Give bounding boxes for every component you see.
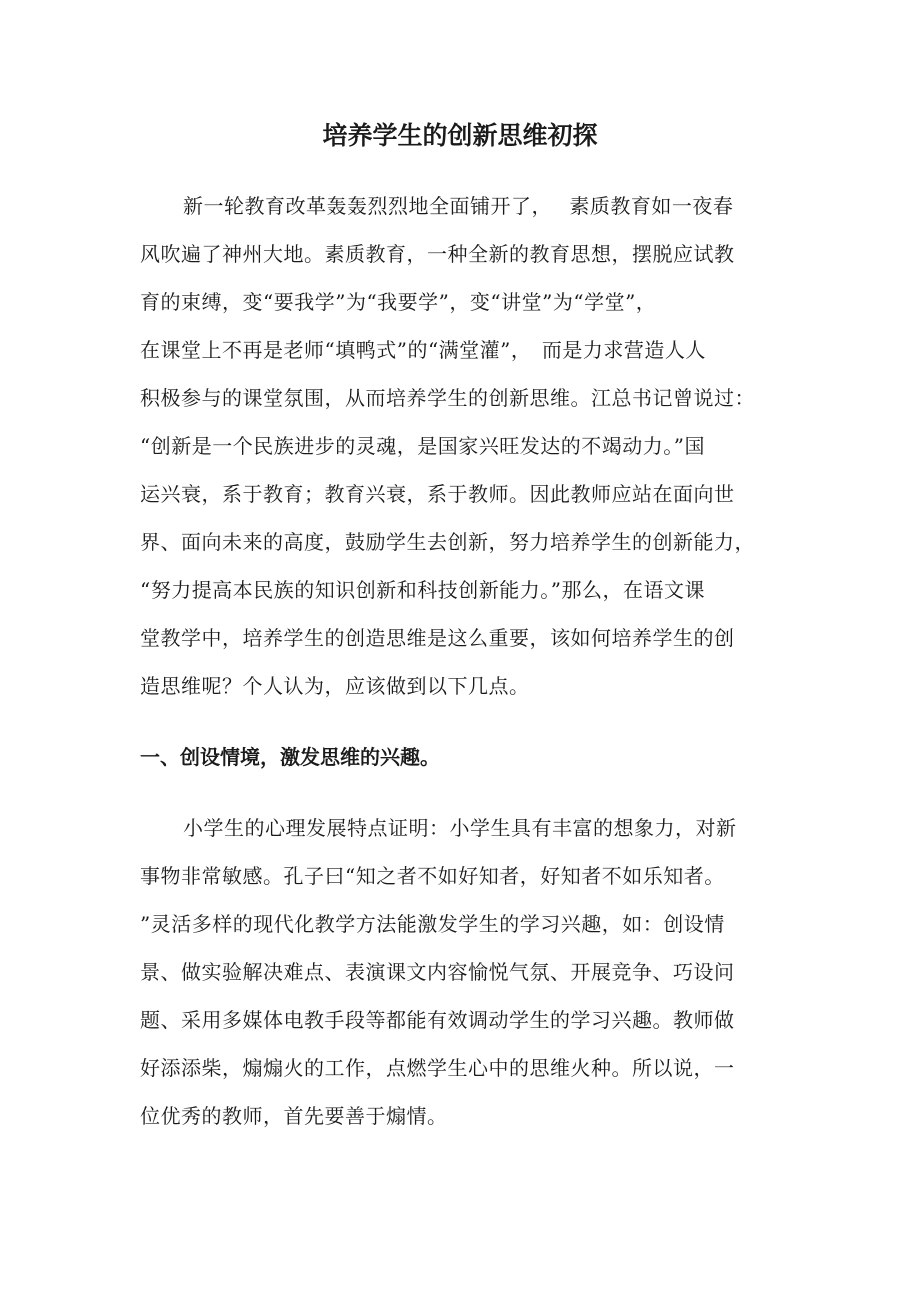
paragraph-line: 好添添柴，煽煽火的工作，点燃学生心中的思维火种。所以说，一 xyxy=(140,1056,735,1080)
paragraph-line: 景、做实验解决难点、表演课文内容愉悦气氛、开展竞争、巧设问 xyxy=(140,960,735,984)
section-heading-1: 一、创设情境，激发思维的兴趣。 xyxy=(140,745,440,769)
paragraph-line: 积极参与的课堂氛围，从而培养学生的创新思维。江总书记曾说过： xyxy=(140,386,755,410)
paragraph-line: 题、采用多媒体电教手段等都能有效调动学生的学习兴趣。教师做 xyxy=(140,1008,735,1032)
paragraph-line: 界、面向未来的高度，鼓励学生去创新，努力培养学生的创新能力， xyxy=(140,530,755,554)
paragraph-line: “努力提高本民族的知识创新和科技创新能力。”那么，在语文课 xyxy=(140,578,705,602)
paragraph-line: 小学生的心理发展特点证明：小学生具有丰富的想象力，对新 xyxy=(183,816,737,840)
paragraph-line: 堂教学中，培养学生的创造思维是这么重要，该如何培养学生的创 xyxy=(140,626,735,650)
paragraph-line: 造思维呢？个人认为，应该做到以下几点。 xyxy=(140,674,530,698)
paragraph-line: 位优秀的教师，首先要善于煽情。 xyxy=(140,1104,448,1128)
paragraph-line: ”灵活多样的现代化教学方法能激发学生的学习兴趣，如：创设情 xyxy=(140,912,725,936)
paragraph-line: 风吹遍了神州大地。素质教育，一种全新的教育思想，摆脱应试教 xyxy=(140,242,735,266)
paragraph-line: 新一轮教育改革轰轰烈烈地全面铺开了， 素质教育如一夜春 xyxy=(183,194,734,218)
paragraph-line: “创新是一个民族进步的灵魂，是国家兴旺发达的不竭动力。”国 xyxy=(140,434,705,458)
paragraph-line: 在课堂上不再是老师“填鸭式”的“满堂灌”， 而是力求营造人人 xyxy=(140,338,706,362)
paragraph-line: 运兴衰，系于教育；教育兴衰，系于教师。因此教师应站在面向世 xyxy=(140,482,735,506)
paragraph-line: 事物非常敏感。孔子曰“知之者不如好知者，好知者不如乐知者。 xyxy=(140,864,725,888)
paragraph-line: 育的束缚，变“要我学”为“我要学”，变“讲堂”为“学堂”， xyxy=(140,290,657,314)
document-title: 培养学生的创新思维初探 xyxy=(322,121,598,150)
